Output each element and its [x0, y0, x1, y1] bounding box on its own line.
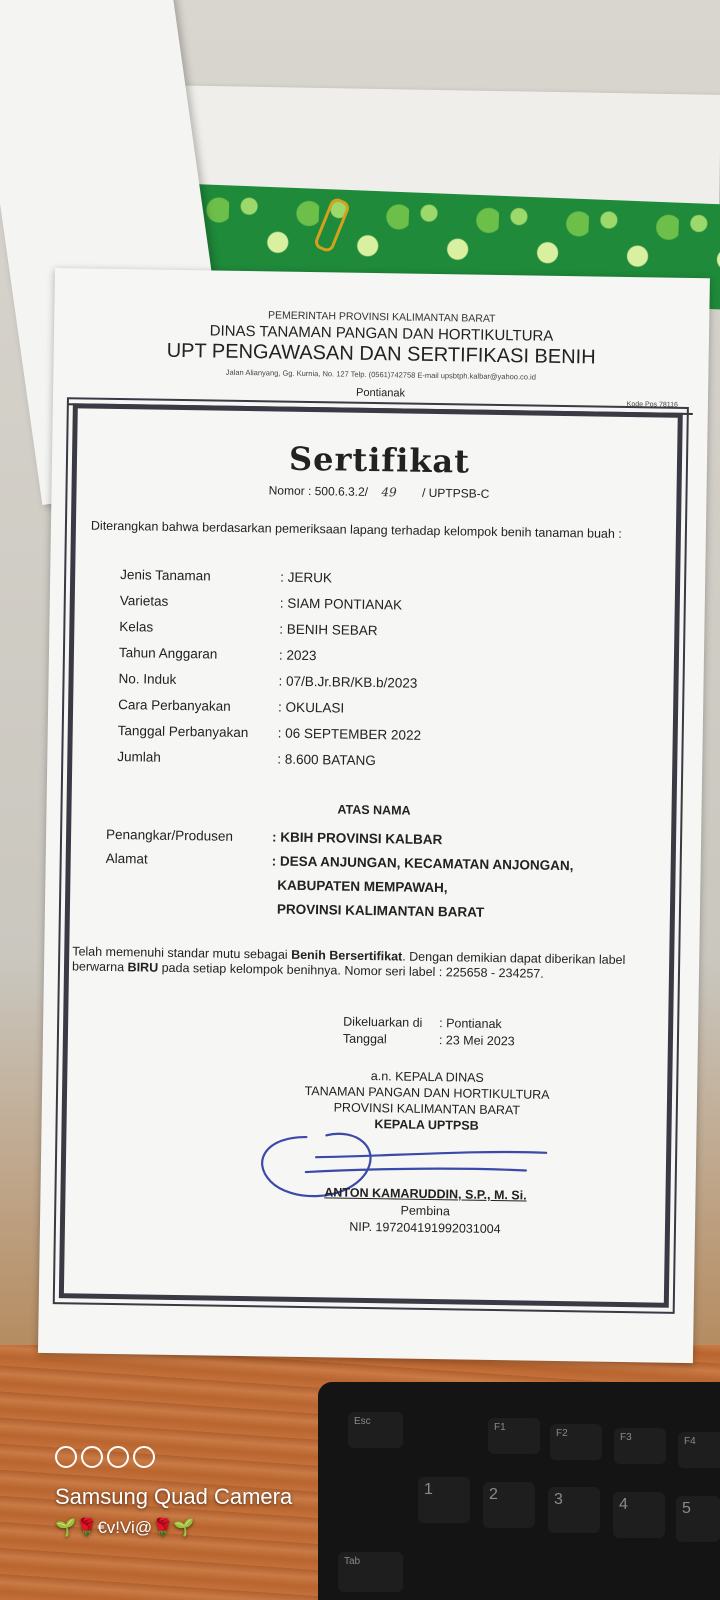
city-line: Pontianak	[356, 386, 406, 400]
owner-row: Penangkar/Produsen : KBIH PROVINSI KALBAR	[105, 826, 443, 848]
field-row: Kelas : BENIH SEBAR	[119, 619, 378, 639]
atas-nama-heading: ATAS NAMA	[337, 802, 411, 818]
field-row: Jenis Tanaman : JERUK	[120, 567, 333, 586]
fields-list	[117, 567, 590, 782]
key-3: 3	[548, 1487, 600, 1533]
signer-rank: Pembina	[400, 1203, 451, 1219]
signatory-line4: KEPALA UPTPSB	[374, 1117, 479, 1133]
signer-block	[280, 1184, 571, 1240]
certificate-title: Sertifikat	[288, 439, 471, 481]
signatory-line2: TANAMAN PANGAN DAN HORTIKULTURA	[304, 1084, 550, 1102]
key-2: 2	[483, 1482, 535, 1528]
number-suffix: / UPTPSB-C	[421, 485, 490, 501]
field-row: Jumlah : 8.600 BATANG	[117, 749, 376, 769]
postal-code: Kode Pos 78116	[626, 400, 678, 409]
intro-text: Diterangkan bahwa berdasarkan pemeriksaan lapang terhadap kelompok benih tanaman buah :	[90, 518, 622, 541]
gov-line: PEMERINTAH PROVINSI KALIMANTAN BARAT	[267, 309, 496, 325]
f4-key: F4	[678, 1432, 720, 1468]
certificate-sheet	[38, 268, 710, 1363]
statement-text: Telah memenuhi standar mutu sebagai Benih Bersertifikat. Dengan demikian dapat diberikan label berwarna BIRU pada setiap kelompok benihnya. Nomor seri label : 225658 - 234257.	[71, 944, 626, 981]
signer-name: ANTON KAMARUDDIN, S.P., M. Si.	[324, 1185, 527, 1203]
owner-row: KABUPATEN MEMPAWAH,	[277, 877, 448, 896]
field-row: Tanggal Perbanyakan : 06 SEPTEMBER 2022	[117, 723, 422, 743]
number-handwritten: 49	[381, 485, 397, 500]
signer-nip: NIP. 197204191992031004	[349, 1219, 501, 1237]
field-row: Varietas : SIAM PONTIANAK	[119, 593, 403, 613]
dept-line: DINAS TANAMAN PANGAN DAN HORTIKULTURA	[209, 322, 554, 345]
tab-key: Tab	[338, 1552, 403, 1592]
issued-date-value: : 23 Mei 2023	[438, 1033, 515, 1049]
watermark-tag: 🌱🌹€v!Vi@🌹🌱	[55, 1518, 195, 1537]
laptop-keyboard	[318, 1382, 720, 1600]
issued-date-label: Tanggal	[342, 1031, 387, 1047]
field-row: Cara Perbanyakan : OKULASI	[118, 697, 345, 716]
field-row: No. Induk : 07/B.Jr.BR/KB.b/2023	[118, 671, 418, 691]
f2-key: F2	[550, 1424, 602, 1460]
key-5: 5	[676, 1496, 720, 1542]
issued-block	[343, 1015, 604, 1053]
owner-list	[105, 827, 626, 931]
signatory-line3: PROVINSI KALIMANTAN BARAT	[333, 1100, 521, 1118]
issued-place-value: : Pontianak	[439, 1016, 502, 1032]
number-prefix: Nomor : 500.6.3.2/	[268, 483, 369, 499]
f3-key: F3	[614, 1428, 666, 1464]
issued-place-label: Dikeluarkan di	[343, 1014, 423, 1030]
camera-watermark: Samsung Quad Camera	[55, 1484, 293, 1509]
address-line: Jalan Alianyang, Gg. Kurnia, No. 127 Telp. (0561)742758 E-mail upsbtph.kalbar@yahoo.co.id	[225, 367, 536, 382]
field-row: Tahun Anggaran : 2023	[118, 645, 317, 664]
f1-key: F1	[488, 1418, 540, 1454]
key-1: 1	[418, 1477, 470, 1523]
quad-camera-icon	[55, 1446, 155, 1468]
owner-row: Alamat : DESA ANJUNGAN, KECAMATAN ANJONGAN,	[105, 850, 574, 874]
unit-line: UPT PENGAWASAN DAN SERTIFIKASI BENIH	[166, 339, 596, 369]
esc-key: Esc	[348, 1412, 403, 1448]
signatory-line1: a.n. KEPALA DINAS	[370, 1069, 484, 1085]
key-4: 4	[613, 1492, 665, 1538]
owner-row: PROVINSI KALIMANTAN BARAT	[276, 901, 485, 920]
